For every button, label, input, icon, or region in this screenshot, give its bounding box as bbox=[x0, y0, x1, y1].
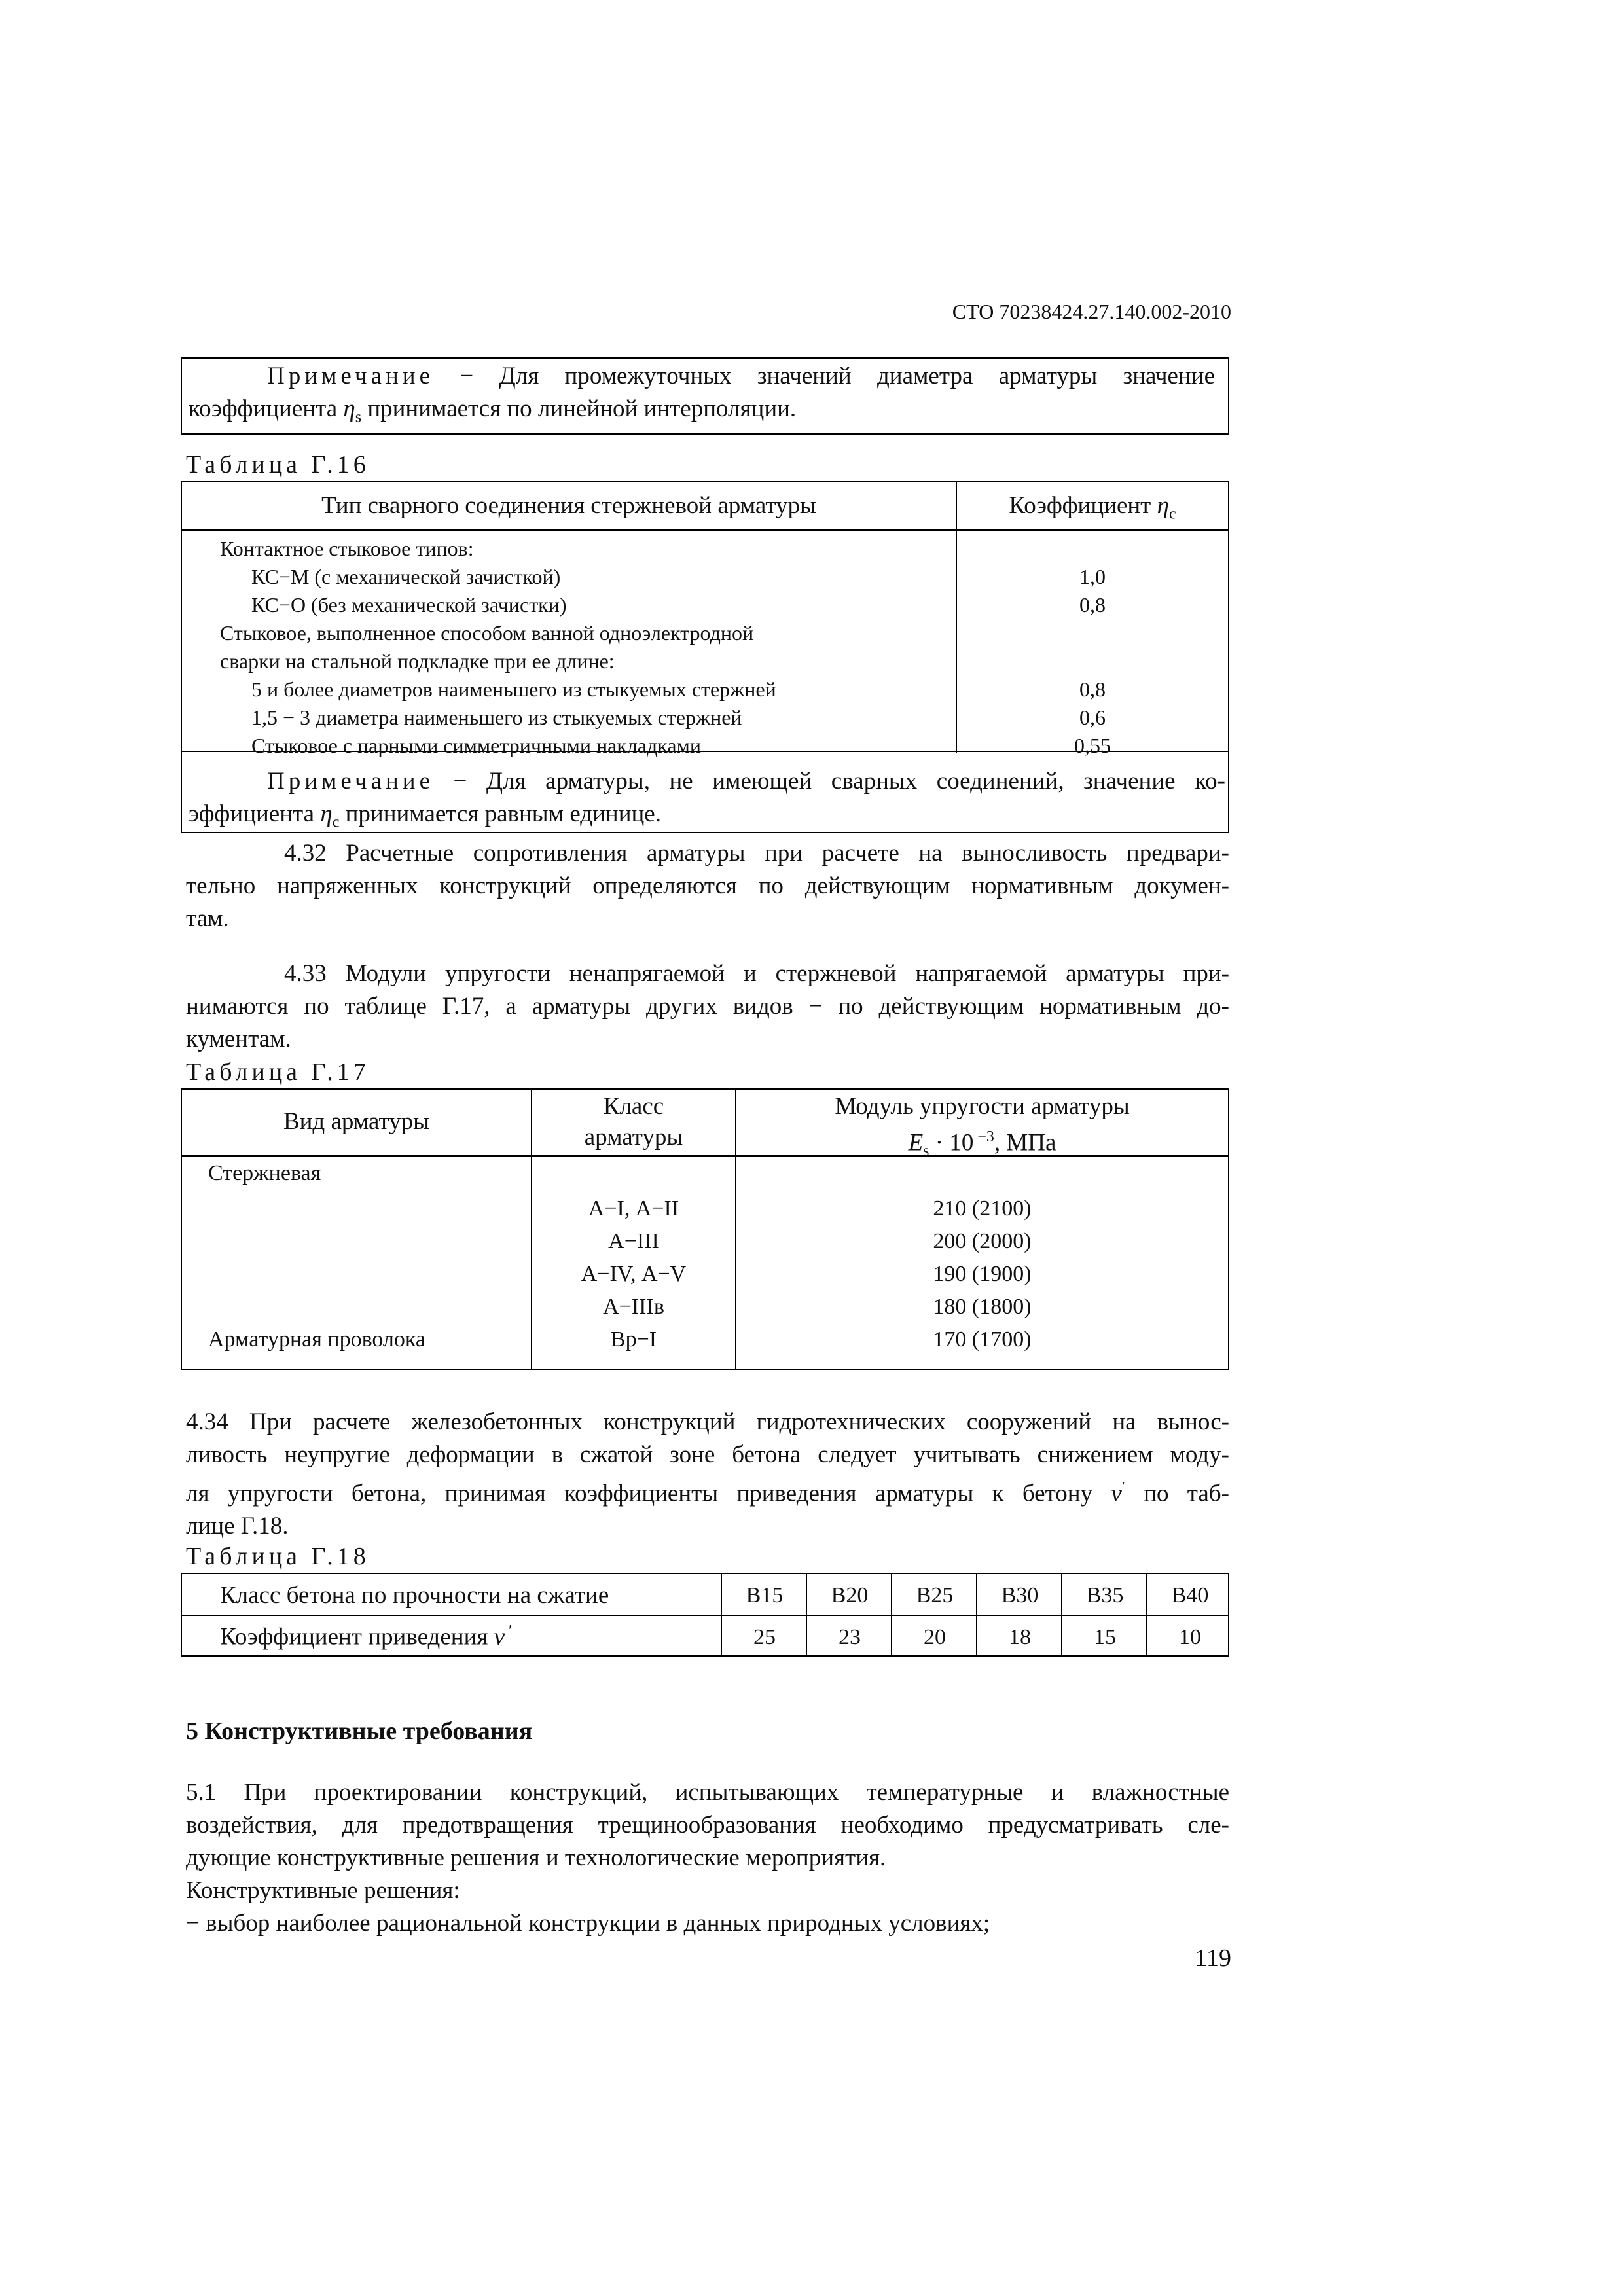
table-18-class: В20 bbox=[831, 1583, 869, 1607]
note-line-1: Примечание − Для арматуры, не имеющей сварных соединений, значение ко- bbox=[267, 768, 1225, 795]
table-17-caption: Таблица Г.17 bbox=[186, 1058, 370, 1086]
table-18-coef: 10 bbox=[1179, 1625, 1201, 1649]
table-18-class: В15 bbox=[746, 1583, 784, 1607]
eta-symbol: η bbox=[343, 395, 355, 422]
table-17-modulus: 180 (1800) bbox=[933, 1295, 1032, 1319]
table-16-row: КС−М (с механической зачисткой) 1,0 bbox=[251, 565, 1106, 588]
table-18-class: В40 bbox=[1171, 1583, 1209, 1607]
note-box-welded bbox=[181, 752, 1229, 833]
table-16-col2-header: Коэффициент $\eta_c$ bbox=[1009, 492, 1176, 523]
paragraph-4-33: 4.33 Модули упругости ненапрягаемой и стержневой напрягаемой арматуры при- нимаются по таблице Г.17, а арматуры других видов − по действующим нормативным до- кументам. bbox=[186, 960, 1229, 1052]
note-line-1: Примечание − Для промежуточных значений диаметра арматуры значение bbox=[267, 363, 1215, 389]
table-18-coef: 25 bbox=[753, 1625, 776, 1649]
table-17-class: Вр−I bbox=[610, 1327, 657, 1352]
note-label: Примечание bbox=[267, 363, 434, 389]
table-18-coef: 20 bbox=[924, 1625, 946, 1649]
nu-symbol: ν bbox=[1111, 1480, 1122, 1507]
table-17-group-wire: Арматурная проволока bbox=[208, 1327, 425, 1352]
table-17-class: А−IV, А−V bbox=[581, 1262, 687, 1286]
table-18-caption: Таблица Г.18 bbox=[186, 1543, 370, 1570]
table-16-row: сварки на стальной подкладке при ее длине: bbox=[220, 649, 615, 673]
eta-symbol: η bbox=[320, 800, 333, 827]
table-18-coef: 18 bbox=[1009, 1625, 1031, 1649]
table-17 bbox=[181, 1088, 1229, 1370]
note-box-diameter bbox=[181, 357, 1229, 435]
note-line-2: коэффициента $\eta_s$ принимается по линейной интерполяции. bbox=[189, 395, 797, 426]
table-17-class: А−IIIв bbox=[603, 1295, 664, 1319]
table-16-row: Стыковое, выполненное способом ванной одноэлектродной bbox=[220, 621, 754, 645]
table-17-group-rod: Стержневая bbox=[208, 1161, 321, 1185]
document-code: СТО 70238424.27.140.002-2010 bbox=[952, 300, 1231, 323]
table-16-row: КС−О (без механической зачистки) 0,8 bbox=[251, 593, 1106, 617]
table-16-row: Стыковое с парными симметричными накладками 0,55 bbox=[251, 734, 1111, 757]
table-18 bbox=[181, 1573, 1229, 1657]
table-17-col3-header: Модуль упругости арматуры $E_s \cdot 10$ $^{-3}$, МПа bbox=[835, 1093, 1130, 1160]
table-18-class: В25 bbox=[916, 1583, 954, 1607]
table-16 bbox=[181, 481, 1229, 757]
table-16-caption: Таблица Г.16 bbox=[186, 451, 370, 478]
table-16-row: Контактное стыковое типов: bbox=[220, 537, 474, 560]
table-18-class: В35 bbox=[1086, 1583, 1124, 1607]
section-5-heading: 5 Конструктивные требования bbox=[186, 1717, 533, 1745]
table-18-coef: 23 bbox=[839, 1625, 861, 1649]
table-17-modulus: 190 (1900) bbox=[933, 1262, 1032, 1286]
note-line-2: эффициента $\eta_c$ принимается равным единице. bbox=[189, 800, 661, 831]
paragraph-4-34: 4.34 При расчете железобетонных конструкций гидротехнических сооружений на вынос- ливость неупругие деформации в сжатой зоне бетона следует учитывать снижением моду- ля упругости бетона, принимая коэффициенты приведения арматуры к бетону ν′ по таб- лице Г.18. bbox=[186, 1408, 1229, 1540]
section-5-text: 5.1 При проектировании конструкций, испытывающих температурные и влажностные воздействия, для предотвращения трещинообразования необходимо предусматривать сле- дующие конструктивные решения и технологические мероприятия. Конструктивные решения: − выбор наиболее рациональной конструкции в данных природных условиях; bbox=[186, 1779, 1229, 1937]
table-17-col2-header: Класс арматуры bbox=[584, 1093, 683, 1151]
table-18-row2-label: Коэффициент приведения ν ′ bbox=[220, 1623, 513, 1651]
note-label: Примечание bbox=[267, 768, 434, 795]
table-16-row: 1,5 − 3 диаметра наименьшего из стыкуемых стержней 0,6 bbox=[251, 706, 1106, 729]
table-17-modulus: 200 (2000) bbox=[933, 1229, 1032, 1253]
table-17-modulus: 170 (1700) bbox=[933, 1327, 1032, 1352]
table-17-class: А−I, А−II bbox=[588, 1196, 679, 1221]
table-17-class: А−III bbox=[608, 1229, 659, 1253]
table-16-row: 5 и более диаметров наименьшего из стыкуемых стержней 0,8 bbox=[251, 677, 1106, 701]
paragraph-4-32: 4.32 Расчетные сопротивления арматуры при расчете на выносливость предвари- тельно напряженных конструкций определяются по действующим нормативным докумен- там. bbox=[186, 840, 1229, 932]
table-18-class: В30 bbox=[1001, 1583, 1039, 1607]
table-17-modulus: 210 (2100) bbox=[933, 1196, 1032, 1221]
table-17-col1-header: Вид арматуры bbox=[283, 1108, 430, 1135]
table-18-coef: 15 bbox=[1094, 1625, 1116, 1649]
table-16-col1-header: Тип сварного соединения стержневой арматуры bbox=[321, 492, 816, 519]
page-number: 119 bbox=[1195, 1945, 1231, 1972]
table-18-row1-label: Класс бетона по прочности на сжатие bbox=[220, 1582, 609, 1609]
